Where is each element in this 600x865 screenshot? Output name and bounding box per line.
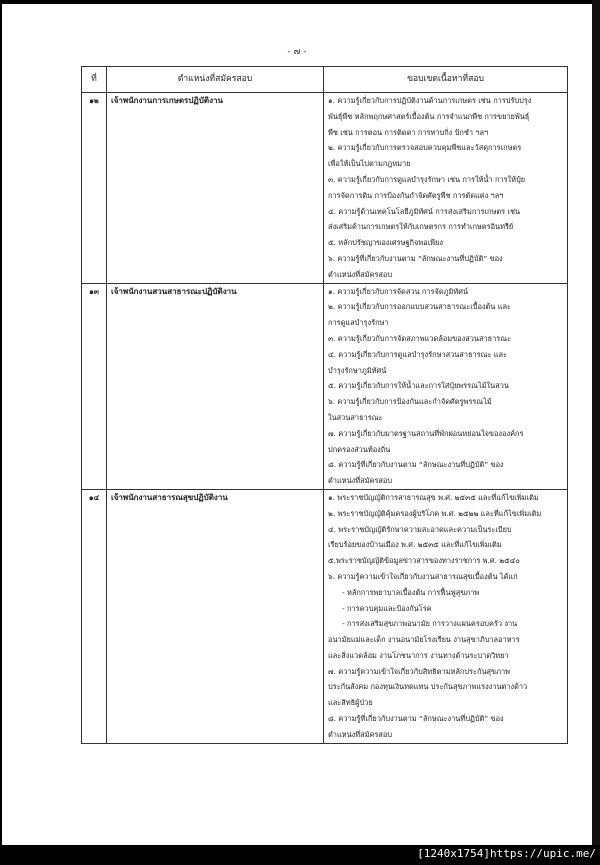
scope-line: ส่งเสริมด้านการเกษตรให้กับเกษตรกร การทำเกษตรอินทรีย์	[328, 222, 514, 232]
row-number: ๑๔	[82, 489, 107, 743]
scope-line: ๒. ความรู้เกี่ยวกับการตรวจสอบควบคุมพืชและวัสดุการเกษตร	[328, 143, 522, 153]
position-name: เจ้าพนักงานการเกษตรปฏิบัติงาน	[107, 93, 324, 284]
scope-line: ตำแหน่งที่สมัครสอบ	[328, 476, 393, 486]
scope-line: เพื่อให้เป็นไปตามกฎหมาย	[328, 159, 411, 169]
header-scope: ขอบเขตเนื้อหาที่สอบ	[324, 67, 568, 93]
table-row	[82, 93, 568, 284]
scope-line: ๑. ความรู้เกี่ยวกับการปฏิบัติงานด้านการเกษตร เช่น การปรับปรุง	[328, 96, 532, 105]
header-position: ตำแหน่งที่สมัครสอบ	[107, 67, 324, 93]
scope-line: ๔. ความรู้ด้านเทคโนโลยีภูมิทัศน์ การส่งเสริมการเกษตร เช่น	[328, 206, 521, 216]
image-watermark: [1240x1754]https://upic.me/	[417, 847, 596, 860]
scope-line: ๓. ความรู้เกี่ยวกับการดูแลบำรุงรักษา เช่น การให้น้ำ การให้ปุ๋ย	[328, 174, 526, 184]
scope-cell	[324, 283, 568, 489]
scope-line: ประกันสังคม กองทุนเงินทดแทน ประกันสุขภาพแรงงานต่างด้าว	[328, 682, 528, 692]
scope-line: ๒. พระราชบัญญัติคุ้มครองผู้บริโภค พ.ศ. ๒๕๒๒ และที่แก้ไขเพิ่มเติม	[328, 508, 542, 518]
scope-line: ๗. ความรู้เกี่ยวกับมาตรฐานสถานที่พักผ่อนหย่อนใจขององค์กร	[328, 428, 524, 438]
scope-line: ตำแหน่งที่สมัครสอบ	[328, 729, 393, 739]
header-no: ที่	[82, 67, 107, 93]
scope-line: ๔. พระราชบัญญัติรักษาความสะอาดและความเป็นระเบียบ	[328, 524, 512, 534]
scope-line: ๑. ความรู้เกี่ยวกับการจัดสวน การจัดภูมิทัศน์	[328, 286, 468, 296]
scope-cell	[324, 93, 568, 284]
table-header-row	[82, 67, 568, 93]
exam-scope-table	[81, 66, 568, 744]
position-name: เจ้าพนักงานสวนสาธารณะปฏิบัติงาน	[107, 283, 324, 489]
scope-line: ๖. ความรู้ที่เกี่ยวกับงานตาม “ลักษณะงานที่ปฏิบัติ” ของ	[328, 253, 503, 263]
row-number: ๑๒	[82, 93, 107, 284]
scope-line: ปกครองส่วนท้องถิ่น	[328, 444, 391, 454]
scope-line: ๖. ความรู้เกี่ยวกับการป้องกันและกำจัดศัตรูพรรณไม้	[328, 397, 492, 407]
page-edge-shadow	[592, 0, 600, 845]
scope-line: ๑. พระราชบัญญัติการสาธารณสุข พ.ศ. ๒๕๓๕ และที่แก้ไขเพิ่มเติม	[328, 492, 539, 502]
scope-line: ๕. หลักปรัชญาของเศรษฐกิจพอเพียง	[328, 238, 443, 248]
scope-subline: - หลักการพยาบาลเบื้องต้น การฟื้นฟูสุขภาพ	[342, 587, 480, 597]
scope-line: การดูแลบำรุงรักษา	[328, 318, 389, 328]
scope-line: ในสวนสาธารณะ	[328, 412, 383, 422]
scope-line: การจัดการดิน การป้องกันกำจัดศัตรูพืช การตัดแต่ง ฯลฯ	[328, 190, 504, 200]
document-page	[2, 4, 592, 845]
scope-line: ๓. ความรู้เกี่ยวกับการจัดสภาพแวดล้อมของสวนสาธารณะ	[328, 333, 512, 343]
scope-line: และสิ่งแวดล้อม งานโภชนาการ งานทางด้านระบาดวิทยา	[328, 650, 509, 660]
scope-line: ๕. ความรู้เกี่ยวกับการให้น้ำและการใส่ปุ๋ยพรรณไม้ในสวน	[328, 381, 509, 391]
scope-line: พันธุ์พืช หลักพฤกษศาสตร์เบื้องต้น การจำแนกพืช การขยายพันธุ์	[328, 111, 530, 121]
scope-line: ๕.พระราชบัญญัติข้อมูลข่าวสารของทางราชการ พ.ศ. ๒๕๔๐	[328, 556, 520, 566]
page-number: - ๗ -	[287, 47, 307, 57]
scope-line: ๘. ความรู้ที่เกี่ยวกับงานตาม “ลักษณะงานที่ปฏิบัติ” ของ	[328, 714, 504, 724]
scope-line: ตำแหน่งที่สมัครสอบ	[328, 269, 393, 279]
position-name: เจ้าพนักงานสาธารณสุขปฏิบัติงาน	[107, 489, 324, 743]
scope-line: ๗. ความรู้ความเข้าใจเกี่ยวกับสิทธิตามหลักประกันสุขภาพ	[328, 666, 510, 676]
scope-line: ๘. ความรู้ที่เกี่ยวกับงานตาม “ลักษณะงานที่ปฏิบัติ” ของ	[328, 460, 504, 470]
table-row	[82, 489, 568, 743]
scope-line: เรียบร้อยของบ้านเมือง พ.ศ. ๒๕๓๕ และที่แก้ไขเพิ่มเติม	[328, 540, 502, 550]
scope-line: บำรุงรักษาภูมิทัศน์	[328, 365, 387, 375]
row-number: ๑๓	[82, 283, 107, 489]
scope-line: และสิทธิผู้ป่วย	[328, 698, 373, 708]
scope-line: ๖. ความรู้ความเข้าใจเกี่ยวกับงานสาธารณสุขเบื้องต้น ได้แก่	[328, 571, 518, 581]
scope-line: อนามัยแม่และเด็ก งานอนามัยโรงเรียน งานสุขาภิบาลอาหาร	[328, 635, 520, 645]
scope-subline: - การควบคุมและป้องกันโรค	[342, 603, 432, 613]
scope-line: พืช เช่น การตอน การติดตา การทาบกิ่ง ปักชำ ฯลฯ	[328, 127, 489, 137]
scope-line: ๔. ความรู้เกี่ยวกับการดูแลบำรุงรักษาสวนสาธารณะ และ	[328, 349, 508, 359]
scope-line: ๒. ความรู้เกี่ยวกับการออกแบบสวนสาธารณะเบื้องต้น และ	[328, 302, 511, 312]
scope-subline: - การส่งเสริมสุขภาพอนามัย การวางแผนครอบครัว งาน	[342, 619, 518, 629]
table-row	[82, 283, 568, 489]
scope-cell	[324, 489, 568, 743]
